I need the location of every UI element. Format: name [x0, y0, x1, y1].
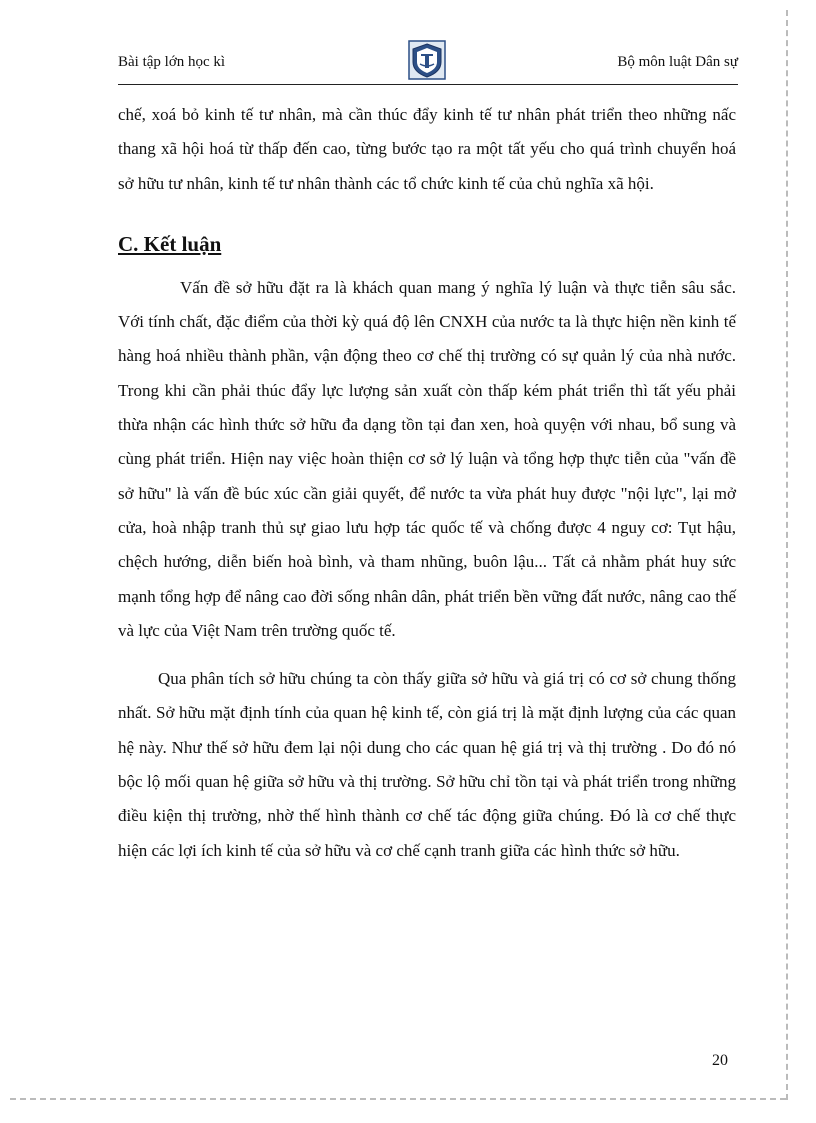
university-seal-icon [408, 40, 446, 80]
header-course-title: Bài tập lớn học kì [118, 54, 226, 70]
page-content [118, 98, 736, 868]
page-border-right [786, 10, 788, 1100]
conclusion-paragraph-2: Qua phân tích sở hữu chúng ta còn thấy giữa sở hữu và giá trị có cơ sở chung thống nhất. Sở hữu mặt định tính của quan hệ kinh tế, còn giá trị là mặt định lượng của các quan hệ này. Như thế sở hữu đem lại nội dung cho các quan hệ giá trị và thị trường . Do đó nó bộc lộ mối quan hệ giữa sở hữu và thị trường. Sở hữu chỉ tồn tại và phát triển trong những điều kiện thị trường, nhờ thế hình thành cơ chế tác động giữa chúng. Đó là cơ chế thực hiện các lợi ích kinh tế của sở hữu và cơ chế cạnh tranh giữa các hình thức sở hữu. [118, 669, 736, 860]
section-heading: C. Kết luận [118, 231, 222, 256]
header-department: Bộ môn luật Dân sự [617, 54, 738, 70]
page-border-bottom [10, 1098, 786, 1100]
header-divider [118, 84, 738, 85]
page-header [118, 40, 738, 86]
conclusion-paragraph-1: Vấn đề sở hữu đặt ra là khách quan mang ý nghĩa lý luận và thực tiễn sâu sắc. Với tính chất, đặc điểm của thời kỳ quá độ lên CNXH của nước ta là thực hiện nền kinh tế hàng hoá nhiều thành phần, vận động theo cơ chế thị trường có sự quản lý của nhà nước. Trong khi cần phải thúc đẩy lực lượng sản xuất còn thấp kém phát triển thì tất yếu phải thừa nhận các hình thức sở hữu đa dạng tồn tại đan xen, hoà quyện với nhau, bổ sung và cùng phát triển. Hiện nay việc hoàn thiện cơ sở lý luận và tổng hợp thực tiễn của "vấn đề sở hữu" là vấn đề búc xúc cần giải quyết, để nước ta vừa phát huy được "nội lực", lại mở cửa, hoà nhập tranh thủ sự giao lưu hợp tác quốc tế và chống được 4 nguy cơ: Tụt hậu, chệch hướng, diễn biến hoà bình, và tham nhũng, buôn lậu... Tất cả nhằm phát huy sức mạnh tổng hợp để nâng cao đời sống nhân dân, phát triển bền vững đất nước, nâng cao thế và lực của Việt Nam trên trường quốc tế. [118, 277, 736, 640]
page-number: 20 [712, 1052, 728, 1069]
paragraph-continuation: chế, xoá bỏ kinh tế tư nhân, mà cần thúc đẩy kinh tế tư nhân phát triển theo những nấc thang xã hội hoá từ thấp đến cao, từng bước tạo ra một tất yếu cho quá trình chuyển hoá sở hữu tư nhân, kinh tế tư nhân thành các tổ chức kinh tế của chủ nghĩa xã hội. [118, 105, 736, 193]
